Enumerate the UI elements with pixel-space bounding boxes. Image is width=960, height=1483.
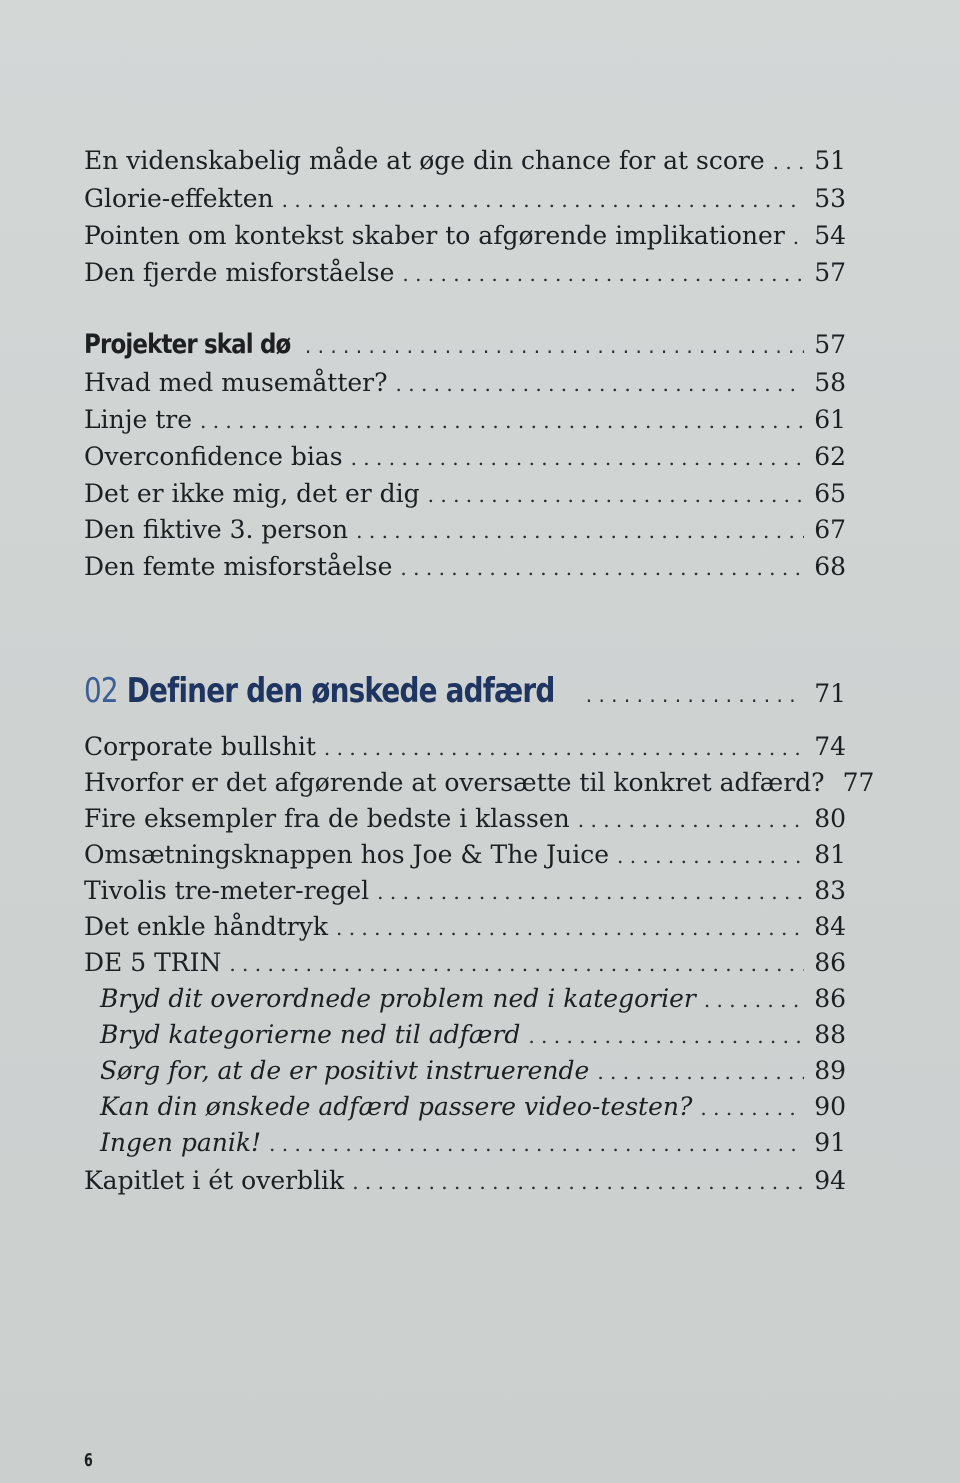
toc-entry-title: Den fjerde misforståelse xyxy=(84,258,395,287)
toc-entry-page: 81 xyxy=(814,840,846,869)
dot-leader xyxy=(597,1057,804,1087)
dot-leader xyxy=(282,185,805,215)
toc-entry xyxy=(84,840,846,871)
chapter-title xyxy=(84,671,561,711)
toc-entry-page: 77 xyxy=(842,768,875,797)
toc-entry-page: 90 xyxy=(814,1092,846,1121)
toc-subentry xyxy=(84,1092,846,1123)
toc-entry-page: 89 xyxy=(814,1056,846,1085)
toc-entry-page: 91 xyxy=(814,1128,846,1157)
toc-entry-page: 71 xyxy=(814,679,846,708)
toc-entry xyxy=(84,405,846,436)
toc-entry-page: 74 xyxy=(814,732,846,761)
toc-entry-page: 61 xyxy=(814,405,846,434)
toc-entry xyxy=(84,515,846,546)
toc-entry-title: Overconfidence bias xyxy=(84,442,343,471)
toc-entry xyxy=(84,732,846,763)
toc-entry xyxy=(84,184,846,215)
toc-subentry xyxy=(84,1020,846,1051)
dot-leader xyxy=(396,369,805,399)
toc-entry xyxy=(84,552,846,583)
toc-entry-page: 67 xyxy=(814,515,846,544)
toc-entry-page: 84 xyxy=(814,912,846,941)
toc-entry-title: Omsætningsknappen hos Joe & The Juice xyxy=(84,840,609,869)
toc-entry-page: 68 xyxy=(814,552,846,581)
dot-leader xyxy=(229,949,804,979)
dot-leader xyxy=(336,913,804,943)
toc-subentry xyxy=(84,1128,846,1159)
toc-entry xyxy=(84,804,846,835)
dot-leader xyxy=(586,680,804,710)
toc-subentry-title: Ingen panik! xyxy=(100,1128,262,1157)
toc-entry-title: Det er ikke mig, det er dig xyxy=(84,479,420,508)
dot-leader xyxy=(200,406,804,436)
toc-entry xyxy=(84,912,846,943)
dot-leader xyxy=(617,841,804,871)
dot-leader xyxy=(351,443,805,473)
toc-entry-title: En videnskabelig måde at øge din chance for at score xyxy=(84,146,765,175)
dot-leader xyxy=(269,1129,804,1159)
toc-entry-page: 88 xyxy=(814,1020,846,1049)
toc-entry-title: DE 5 TRIN xyxy=(84,948,222,977)
toc-entry-title: Linje tre xyxy=(84,405,192,434)
toc-entry xyxy=(84,876,846,907)
dot-leader xyxy=(400,553,804,583)
dot-leader xyxy=(305,331,804,361)
chapter-title-text: Definer den ønskede adfærd xyxy=(126,671,555,711)
dot-leader xyxy=(428,480,805,510)
toc-subentry-title: Bryd dit overordnede problem ned i kategorier xyxy=(100,984,696,1013)
toc-entry-title: Corporate bullshit xyxy=(84,732,316,761)
toc-entry-title: Det enkle håndtryk xyxy=(84,912,328,941)
dot-leader xyxy=(402,259,804,289)
toc-subentry-title: Bryd kategorierne ned til adfærd xyxy=(100,1020,521,1049)
toc-entry-page: 83 xyxy=(814,876,846,905)
toc-entry xyxy=(84,768,875,799)
toc-entry xyxy=(84,221,846,252)
toc-entry xyxy=(84,258,846,289)
toc-entry-title: Kapitlet i ét overblik xyxy=(84,1166,345,1195)
dot-leader xyxy=(704,985,804,1015)
toc-entry-title: Den femte misforståelse xyxy=(84,552,393,581)
toc-entry xyxy=(84,442,846,473)
toc-entry-title: Fire eksempler fra de bedste i klassen xyxy=(84,804,570,833)
dot-leader xyxy=(773,147,805,177)
toc-entry-page: 80 xyxy=(814,804,846,833)
chapter-number: 02 xyxy=(84,671,118,711)
toc-entry xyxy=(84,368,846,399)
dot-leader xyxy=(578,805,804,835)
dot-leader xyxy=(377,877,804,907)
toc-subentry xyxy=(84,1056,846,1087)
toc-chapter-heading xyxy=(84,671,846,711)
toc-entry-title: Den fiktive 3. person xyxy=(84,515,349,544)
toc-entry-page: 54 xyxy=(814,221,846,250)
toc-entry xyxy=(84,146,846,177)
dot-leader xyxy=(700,1093,804,1123)
toc-section-heading xyxy=(84,330,846,361)
toc-entry-page: 57 xyxy=(814,258,846,287)
toc-entry-title: Pointen om kontekst skaber to afgørende implikationer xyxy=(84,221,785,250)
toc-subentry-title: Sørg for, at de er positivt instruerende xyxy=(100,1056,590,1085)
toc-subentry-title: Kan din ønskede adfærd passere video-testen? xyxy=(100,1092,693,1121)
toc-entry-page: 65 xyxy=(814,479,846,508)
dot-leader xyxy=(324,733,804,763)
toc-entry-page: 62 xyxy=(814,442,846,471)
toc-entry-page: 86 xyxy=(814,948,846,977)
page-number: 6 xyxy=(84,1450,93,1471)
toc-subentry xyxy=(84,984,846,1015)
dot-leader xyxy=(352,1167,804,1197)
dot-leader xyxy=(356,516,804,546)
toc-entry xyxy=(84,948,846,979)
toc-entry-title: Hvorfor er det afgørende at oversætte til konkret adfærd? xyxy=(84,768,825,797)
toc-entry-page: 51 xyxy=(814,146,846,175)
dot-leader xyxy=(793,222,804,252)
toc-entry-page: 53 xyxy=(814,184,846,213)
toc-entry-title: Glorie-effekten xyxy=(84,184,274,213)
section-title: Projekter skal dø xyxy=(84,329,291,360)
toc-entry-title: Hvad med musemåtter? xyxy=(84,368,388,397)
toc-entry xyxy=(84,479,846,510)
toc-entry-title: Tivolis tre-meter-regel xyxy=(84,876,370,905)
toc-entry-page: 58 xyxy=(814,368,846,397)
toc-entry-page: 86 xyxy=(814,984,846,1013)
dot-leader xyxy=(528,1021,804,1051)
toc-entry xyxy=(84,1166,846,1197)
toc-entry-page: 94 xyxy=(814,1166,846,1195)
toc-entry-page: 57 xyxy=(814,330,846,359)
